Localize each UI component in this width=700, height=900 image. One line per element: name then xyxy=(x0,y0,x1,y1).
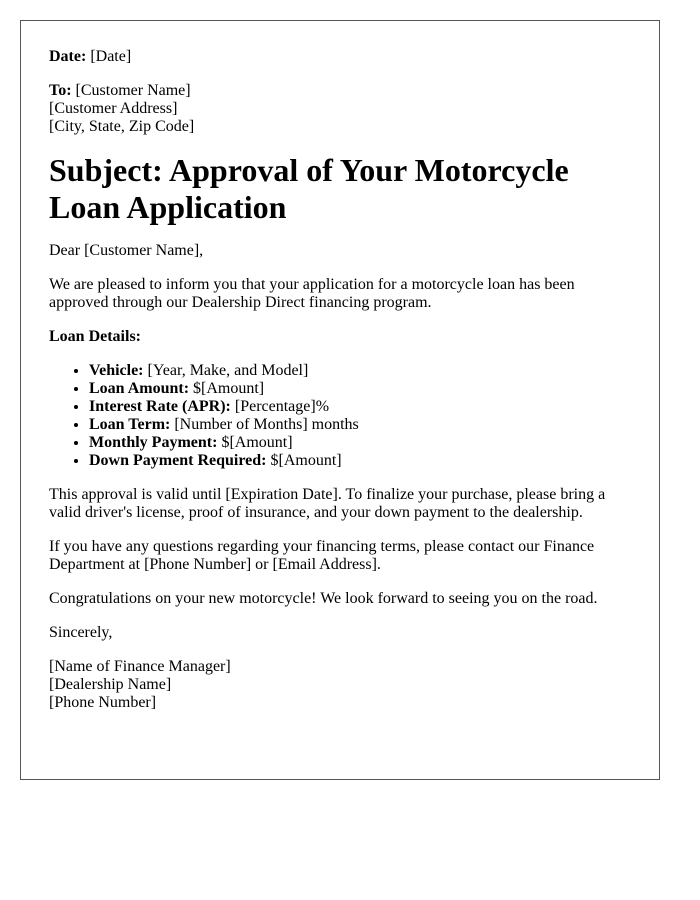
detail-label: Vehicle: xyxy=(89,362,144,379)
recipient-block xyxy=(49,82,631,136)
detail-value: [Year, Make, and Model] xyxy=(147,362,309,379)
loan-details-heading: Loan Details: xyxy=(49,328,141,345)
letter-container xyxy=(20,20,660,780)
detail-interest-rate xyxy=(89,398,631,416)
detail-label: Interest Rate (APR): xyxy=(89,398,231,415)
detail-value: [Number of Months] months xyxy=(174,416,359,433)
intro-paragraph: We are pleased to inform you that your application for a motorcycle loan has been approved through our Dealership Direct financing program. xyxy=(49,276,575,311)
questions-paragraph: If you have any questions regarding your financing terms, please contact our Finance Department at [Phone Number] or [Email Address]. xyxy=(49,538,595,573)
recipient-address: [Customer Address] xyxy=(49,100,178,117)
subject-heading: Subject: Approval of Your Motorcycle Loan Application xyxy=(49,152,569,225)
detail-vehicle xyxy=(89,362,631,380)
detail-loan-amount xyxy=(89,380,631,398)
greeting: Dear [Customer Name], xyxy=(49,242,204,259)
loan-details-list xyxy=(49,362,631,470)
detail-label: Monthly Payment: xyxy=(89,434,218,451)
date-label: Date: xyxy=(49,48,87,65)
date-value: [Date] xyxy=(90,48,132,65)
detail-monthly-payment xyxy=(89,434,631,452)
detail-label: Loan Amount: xyxy=(89,380,190,397)
recipient-city: [City, State, Zip Code] xyxy=(49,118,195,135)
signature-phone: [Phone Number] xyxy=(49,694,157,711)
detail-label: Down Payment Required: xyxy=(89,452,267,469)
signature-name: [Name of Finance Manager] xyxy=(49,658,231,675)
detail-down-payment xyxy=(89,452,631,470)
detail-loan-term xyxy=(89,416,631,434)
signature-block xyxy=(49,658,631,712)
detail-value: [Percentage]% xyxy=(234,398,330,415)
congrats-paragraph: Congratulations on your new motorcycle! We look forward to seeing you on the road. xyxy=(49,590,598,607)
signature-dealership: [Dealership Name] xyxy=(49,676,172,693)
detail-label: Loan Term: xyxy=(89,416,171,433)
detail-value: $[Amount] xyxy=(193,380,265,397)
detail-value: $[Amount] xyxy=(270,452,342,469)
closing: Sincerely, xyxy=(49,624,113,641)
recipient-name: [Customer Name] xyxy=(75,82,191,99)
validity-paragraph: This approval is valid until [Expiration Date]. To finalize your purchase, please bring a valid driver's license, proof of insurance, and your down payment to the dealership. xyxy=(49,486,606,521)
date-line xyxy=(49,48,631,66)
to-label: To: xyxy=(49,82,72,99)
detail-value: $[Amount] xyxy=(221,434,293,451)
